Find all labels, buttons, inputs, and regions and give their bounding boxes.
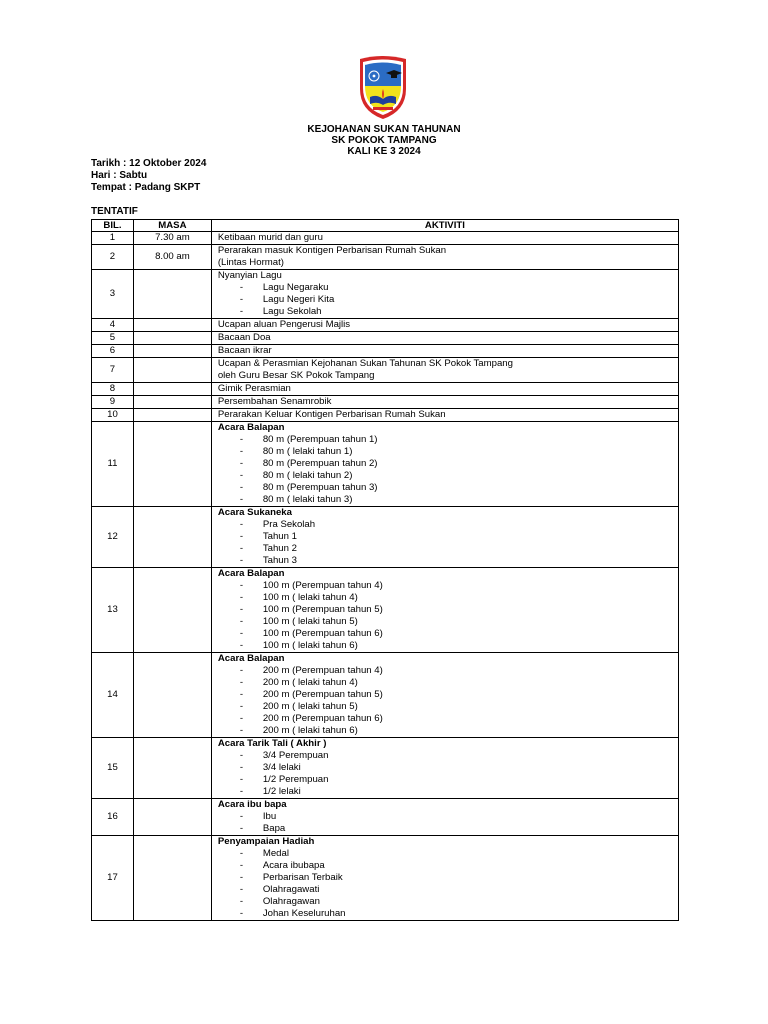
activity-list-item: [218, 677, 672, 689]
activity-list-item: [218, 555, 672, 567]
column-header-masa: MASA: [133, 220, 211, 232]
list-dash: -: [239, 519, 244, 530]
cell-aktiviti: [211, 332, 678, 345]
activity-list-item: [218, 750, 672, 762]
list-dash: -: [239, 543, 244, 554]
cell-masa: 7.30 am: [133, 232, 211, 245]
list-dash: -: [239, 689, 244, 700]
activity-list-item: [218, 470, 672, 482]
cell-bil: 3: [92, 270, 134, 319]
list-item-text: 100 m (Perempuan tahun 6): [262, 628, 383, 639]
cell-masa: [133, 409, 211, 422]
list-dash: -: [239, 616, 244, 627]
cell-aktiviti: [211, 568, 678, 653]
cell-bil: 11: [92, 422, 134, 507]
list-dash: -: [239, 592, 244, 603]
list-dash: -: [239, 604, 244, 615]
list-dash: -: [239, 750, 244, 761]
column-header-bil: BIL.: [92, 220, 134, 232]
schedule-table: [91, 219, 679, 921]
activity-list-item: [218, 434, 672, 446]
activity-text: Ketibaan murid dan guru: [217, 232, 323, 243]
cell-bil: 9: [92, 396, 134, 409]
list-item-text: 1/2 Perempuan: [262, 774, 329, 785]
cell-bil: 7: [92, 358, 134, 383]
activity-list-item: [218, 884, 672, 896]
activity-heading: Acara Tarik Tali ( Akhir ): [217, 738, 327, 749]
list-dash: -: [239, 282, 244, 293]
activity-heading: Acara Balapan: [217, 422, 285, 433]
list-dash: -: [239, 294, 244, 305]
list-item-text: Olahragawan: [262, 896, 320, 907]
cell-bil: 1: [92, 232, 134, 245]
cell-masa: [133, 396, 211, 409]
list-dash: -: [239, 908, 244, 919]
list-item-text: 200 m ( lelaki tahun 5): [262, 701, 358, 712]
title-line: KALI KE 3 2024: [347, 146, 421, 157]
list-item-text: 200 m (Perempuan tahun 6): [262, 713, 383, 724]
activity-list-item: [218, 823, 672, 835]
table-row: [92, 245, 679, 270]
cell-bil: 17: [92, 836, 134, 921]
activity-list-item: [218, 458, 672, 470]
table-row: [92, 358, 679, 383]
activity-list-item: [218, 531, 672, 543]
list-item-text: 200 m (Perempuan tahun 5): [262, 689, 383, 700]
activity-list-item: [218, 713, 672, 725]
table-row: [92, 653, 679, 738]
activity-text: Gimik Perasmian: [217, 383, 291, 394]
activity-list-item: [218, 908, 672, 920]
cell-aktiviti: [211, 383, 678, 396]
cell-masa: [133, 507, 211, 568]
list-dash: -: [239, 470, 244, 481]
list-dash: -: [239, 446, 244, 457]
activity-list-item: [218, 519, 672, 531]
cell-masa: [133, 358, 211, 383]
list-dash: -: [239, 665, 244, 676]
activity-text: Nyanyian Lagu: [217, 270, 282, 281]
list-dash: -: [239, 531, 244, 542]
list-dash: -: [239, 628, 244, 639]
cell-aktiviti: [211, 836, 678, 921]
list-item-text: Tahun 2: [262, 543, 297, 554]
cell-bil: 15: [92, 738, 134, 799]
list-dash: -: [239, 860, 244, 871]
cell-aktiviti: [211, 738, 678, 799]
activity-list-item: [218, 762, 672, 774]
cell-bil: 5: [92, 332, 134, 345]
list-item-text: 80 m ( lelaki tahun 1): [262, 446, 353, 457]
activity-list-item: [218, 306, 672, 318]
table-row: [92, 396, 679, 409]
cell-masa: [133, 319, 211, 332]
list-item-text: 100 m ( lelaki tahun 4): [262, 592, 358, 603]
activity-heading: Acara Balapan: [217, 653, 285, 664]
cell-masa: [133, 270, 211, 319]
list-dash: -: [239, 306, 244, 317]
activity-heading: Acara ibu bapa: [217, 799, 287, 810]
cell-aktiviti: [211, 507, 678, 568]
list-item-text: 200 m ( lelaki tahun 6): [262, 725, 358, 736]
activity-list-item: [218, 665, 672, 677]
school-crest-icon: [357, 55, 409, 121]
cell-bil: 14: [92, 653, 134, 738]
cell-masa: [133, 738, 211, 799]
activity-list-item: [218, 616, 672, 628]
list-item-text: 100 m ( lelaki tahun 5): [262, 616, 358, 627]
list-item-text: Lagu Negaraku: [262, 282, 329, 293]
list-item-text: 100 m (Perempuan tahun 5): [262, 604, 383, 615]
activity-text: Bacaan ikrar: [217, 345, 272, 356]
list-item-text: 100 m ( lelaki tahun 6): [262, 640, 358, 651]
activity-text: Ucapan & Perasmian Kejohanan Sukan Tahunan SK Pokok Tampang: [217, 358, 513, 369]
table-row: [92, 568, 679, 653]
cell-masa: [133, 836, 211, 921]
list-dash: -: [239, 811, 244, 822]
cell-bil: 16: [92, 799, 134, 836]
table-row: [92, 507, 679, 568]
list-item-text: 80 m (Perempuan tahun 3): [262, 482, 378, 493]
cell-bil: 6: [92, 345, 134, 358]
table-row: [92, 422, 679, 507]
cell-aktiviti: [211, 409, 678, 422]
list-item-text: 1/2 lelaki: [262, 786, 301, 797]
list-dash: -: [239, 884, 244, 895]
activity-list-item: [218, 446, 672, 458]
table-row: [92, 383, 679, 396]
activity-list-item: [218, 543, 672, 555]
list-dash: -: [239, 848, 244, 859]
activity-list-item: [218, 860, 672, 872]
cell-masa: [133, 653, 211, 738]
activity-text: Perarakan Keluar Kontigen Perbarisan Rumah Sukan: [217, 409, 446, 420]
list-dash: -: [239, 458, 244, 469]
list-item-text: Acara ibubapa: [262, 860, 325, 871]
cell-aktiviti: [211, 270, 678, 319]
activity-text: (Lintas Hormat): [217, 257, 284, 268]
activity-text: Perarakan masuk Kontigen Perbarisan Rumah Sukan: [217, 245, 447, 256]
list-item-text: Ibu: [262, 811, 277, 822]
activity-list-item: [218, 592, 672, 604]
table-row: [92, 409, 679, 422]
cell-bil: 12: [92, 507, 134, 568]
activity-list-item: [218, 725, 672, 737]
list-dash: -: [239, 555, 244, 566]
date-line: Tarikh : 12 Oktober 2024: [91, 158, 207, 169]
activity-heading: Acara Sukaneka: [217, 507, 292, 518]
list-item-text: 3/4 Perempuan: [262, 750, 329, 761]
activity-list-item: [218, 701, 672, 713]
activity-list-item: [218, 786, 672, 798]
list-item-text: Johan Keseluruhan: [262, 908, 346, 919]
activity-list-item: [218, 872, 672, 884]
list-item-text: Lagu Sekolah: [262, 306, 322, 317]
list-dash: -: [239, 872, 244, 883]
list-dash: -: [239, 482, 244, 493]
list-dash: -: [239, 640, 244, 651]
cell-bil: 13: [92, 568, 134, 653]
cell-aktiviti: [211, 245, 678, 270]
list-dash: -: [239, 823, 244, 834]
list-item-text: 100 m (Perempuan tahun 4): [262, 580, 383, 591]
cell-masa: [133, 422, 211, 507]
activity-list-item: [218, 896, 672, 908]
list-dash: -: [239, 725, 244, 736]
table-header-row: [92, 220, 679, 232]
cell-aktiviti: [211, 653, 678, 738]
list-dash: -: [239, 896, 244, 907]
table-row: [92, 232, 679, 245]
event-info: [91, 158, 206, 194]
list-item-text: Tahun 1: [262, 531, 297, 542]
activity-list-item: [218, 689, 672, 701]
table-row: [92, 332, 679, 345]
activity-list-item: [218, 282, 672, 294]
cell-masa: [133, 383, 211, 396]
table-row: [92, 345, 679, 358]
activity-heading: Penyampaian Hadiah: [217, 836, 315, 847]
cell-masa: 8.00 am: [133, 245, 211, 270]
document-title: [0, 124, 768, 157]
day-line: Hari : Sabtu: [91, 170, 148, 181]
activity-list-item: [218, 482, 672, 494]
cell-aktiviti: [211, 232, 678, 245]
cell-bil: 8: [92, 383, 134, 396]
cell-aktiviti: [211, 799, 678, 836]
activity-text: Bacaan Doa: [217, 332, 271, 343]
list-dash: -: [239, 494, 244, 505]
table-row: [92, 738, 679, 799]
list-item-text: 80 m (Perempuan tahun 1): [262, 434, 378, 445]
cell-aktiviti: [211, 422, 678, 507]
cell-bil: 4: [92, 319, 134, 332]
activity-list-item: [218, 580, 672, 592]
list-item-text: 3/4 lelaki: [262, 762, 301, 773]
list-dash: -: [239, 786, 244, 797]
cell-bil: 10: [92, 409, 134, 422]
venue-line: Tempat : Padang SKPT: [91, 182, 201, 193]
activity-text: Persembahan Senamrobik: [217, 396, 332, 407]
list-item-text: Lagu Negeri Kita: [262, 294, 335, 305]
activity-list-item: [218, 848, 672, 860]
activity-list-item: [218, 294, 672, 306]
column-header-aktiviti: AKTIVITI: [211, 220, 678, 232]
list-dash: -: [239, 580, 244, 591]
list-item-text: 80 m ( lelaki tahun 3): [262, 494, 353, 505]
schedule-body: [92, 232, 679, 921]
list-item-text: Bapa: [262, 823, 286, 834]
list-item-text: Tahun 3: [262, 555, 297, 566]
activity-list-item: [218, 494, 672, 506]
cell-aktiviti: [211, 396, 678, 409]
activity-list-item: [218, 774, 672, 786]
list-dash: -: [239, 762, 244, 773]
list-item-text: Medal: [262, 848, 289, 859]
cell-masa: [133, 345, 211, 358]
list-item-text: Olahragawati: [262, 884, 320, 895]
activity-text: oleh Guru Besar SK Pokok Tampang: [217, 370, 375, 381]
cell-bil: 2: [92, 245, 134, 270]
activity-heading: Acara Balapan: [217, 568, 285, 579]
activity-list-item: [218, 628, 672, 640]
cell-masa: [133, 799, 211, 836]
list-dash: -: [239, 713, 244, 724]
title-line: KEJOHANAN SUKAN TAHUNAN: [307, 124, 461, 135]
list-dash: -: [239, 434, 244, 445]
list-item-text: 200 m ( lelaki tahun 4): [262, 677, 358, 688]
table-row: [92, 799, 679, 836]
cell-aktiviti: [211, 345, 678, 358]
cell-masa: [133, 332, 211, 345]
table-row: [92, 270, 679, 319]
list-item-text: Pra Sekolah: [262, 519, 316, 530]
cell-masa: [133, 568, 211, 653]
activity-list-item: [218, 640, 672, 652]
list-item-text: 80 m (Perempuan tahun 2): [262, 458, 378, 469]
list-dash: -: [239, 677, 244, 688]
activity-list-item: [218, 604, 672, 616]
activity-list-item: [218, 811, 672, 823]
activity-text: Ucapan aluan Pengerusi Majlis: [217, 319, 351, 330]
table-row: [92, 319, 679, 332]
title-line: SK POKOK TAMPANG: [331, 135, 437, 146]
list-item-text: 80 m ( lelaki tahun 2): [262, 470, 353, 481]
cell-aktiviti: [211, 319, 678, 332]
list-dash: -: [239, 774, 244, 785]
table-row: [92, 836, 679, 921]
list-item-text: Perbarisan Terbaik: [262, 872, 343, 883]
cell-aktiviti: [211, 358, 678, 383]
list-item-text: 200 m (Perempuan tahun 4): [262, 665, 383, 676]
list-dash: -: [239, 701, 244, 712]
section-label: TENTATIF: [91, 206, 138, 217]
